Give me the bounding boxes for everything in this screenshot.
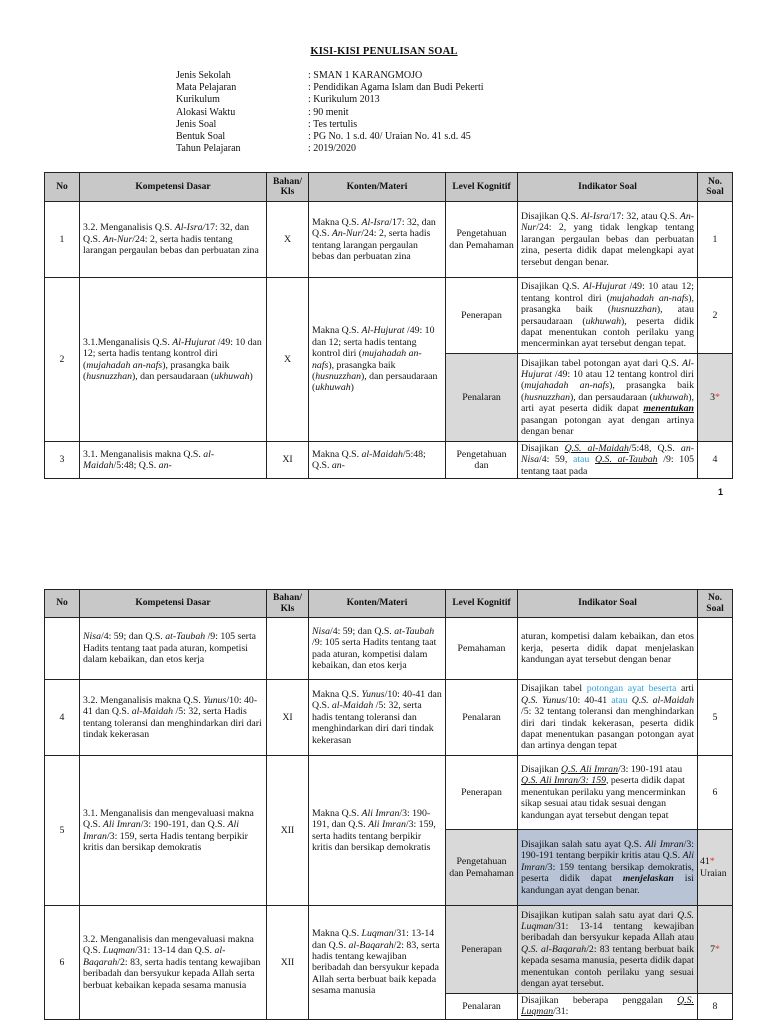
row-number-continued bbox=[45, 618, 80, 680]
kisi-kisi-table-page-2 bbox=[44, 589, 733, 1020]
header-kompetensi-dasar: Kompetensi Dasar bbox=[80, 590, 267, 618]
header-no: No bbox=[45, 590, 80, 618]
header-indikator-soal: Indikator Soal bbox=[518, 590, 698, 618]
kompetensi-dasar-cell: Nisa/4: 59; dan Q.S. at-Taubah /9: 105 serta Hadits tentang taat pada aturan, kompetisi dalam kebaikan, dan etos kerja bbox=[80, 618, 267, 680]
kompetensi-dasar-cell: 3.2. Menganalisis Q.S. Al-Isra/17: 32, dan Q.S. An-Nur/24: 2, serta hadis tentang larangan pergaulan bebas dan perbuatan zina bbox=[80, 202, 267, 278]
table-row bbox=[45, 202, 733, 278]
indikator-soal-cell: Disajikan tabel potongan ayat beserta arti Q.S. Yunus/10: 40-41 atau Q.S. al-Maidah /5: 32 tentang toleransi dan menghindarkan diri dari tindak kekerasan, peserta didik dapat menentukan pasangan potongan ayat dan artinya dengan tepat bbox=[518, 680, 698, 756]
meta-label: Jenis Sekolah bbox=[176, 70, 231, 81]
revision-mark: * bbox=[715, 943, 720, 955]
konten-materi-cell: Makna Q.S. al-Maidah/5:48; Q.S. an- bbox=[309, 442, 446, 479]
meta-row bbox=[176, 143, 484, 155]
meta-value: : Tes tertulis bbox=[308, 118, 358, 130]
kompetensi-dasar-cell: 3.1. Menganalisis makna Q.S. al-Maidah/5:48; Q.S. an- bbox=[80, 442, 267, 479]
level-kognitif-cell: Pengetahuan dan Pemahaman bbox=[446, 830, 518, 906]
no-soal-cell: 8 bbox=[698, 994, 733, 1020]
meta-value: : PG No. 1 s.d. 40/ Uraian No. 41 s.d. 45 bbox=[308, 131, 471, 143]
header-level-kognitif: Level Kognitif bbox=[446, 590, 518, 618]
kompetensi-dasar-cell: 3.2. Menganalisis makna Q.S. Yunus/10: 40-41 dan Q.S. al-Maidah /5: 32, serta Hadis tentang toleransi dan menghindarkan diri dari tindak kekerasan bbox=[80, 680, 267, 756]
indikator-soal-cell: Disajikan kutipan salah satu ayat dari Q.S. Luqman/31: 13-14 tentang kewajiban beribadah dan bersyukur kepada Allah atau Q.S. al-Baqarah/2: 83 tentang berbuat baik kepada sesama manusia, peserta didik dapat menentukan contoh perilaku yang sesuai dengan ayat tersebut. bbox=[518, 906, 698, 994]
uraian-label: Uraian bbox=[700, 867, 727, 879]
indikator-soal-cell: Disajikan salah satu ayat Q.S. Ali Imran/3: 190-191 tentang berpikir kritis atau Q.S. Ali Imran/3: 159 tentang bersikap demokratis, peserta didik dapat menjelaskan isi kandungan ayat dengan benar. bbox=[518, 830, 698, 906]
meta-value: : 90 menit bbox=[308, 106, 349, 118]
meta-label: Bentuk Soal bbox=[176, 131, 226, 143]
kisi-kisi-table-page-1 bbox=[44, 172, 733, 479]
header-konten-materi: Konten/Materi bbox=[309, 590, 446, 618]
konten-materi-cell: Nisa/4: 59; dan Q.S. at-Taubah /9: 105 serta Hadits tentang taat pada aturan, kompetisi dalam kebaikan, dan etos kerja bbox=[309, 618, 446, 680]
level-kognitif-cell: Penalaran bbox=[446, 354, 518, 442]
header-no-soal: No. Soal bbox=[698, 590, 733, 618]
table-header-row bbox=[45, 590, 733, 618]
meta-value: : SMAN 1 KARANGMOJO bbox=[308, 70, 423, 81]
page-number: 1 bbox=[718, 487, 724, 497]
no-soal-cell: 1 bbox=[698, 202, 733, 278]
konten-materi-cell: Makna Q.S. Ali Imran/3: 190-191, dan Q.S. Ali Imran/3: 159, serta hadits tentang berpikir kritis dan bersikap demokratis bbox=[309, 756, 446, 906]
meta-row bbox=[176, 70, 484, 82]
meta-label: Kurikulum bbox=[176, 94, 220, 106]
indikator-soal-cell: Disajikan tabel potongan ayat dari Q.S. Al-Hujurat /49: 10 atau 12 tentang kontrol diri (mujahadah an-nafs), prasangka baik (husnuzzhan), dan persaudaraan (ukhuwah), arti ayat peserta didik dapat menentukan pasangan potongan ayat dengan artinya dengan benar bbox=[518, 354, 698, 442]
no-soal-cell: 3* bbox=[698, 354, 733, 442]
level-kognitif-cell: Penalaran bbox=[446, 994, 518, 1020]
meta-row bbox=[176, 107, 484, 119]
header-indikator-soal: Indikator Soal bbox=[518, 173, 698, 202]
no-soal-cell bbox=[698, 618, 733, 680]
table-header-row bbox=[45, 173, 733, 202]
header-bahan-kelas: Bahan/ Kls bbox=[267, 173, 309, 202]
kompetensi-dasar-cell: 3.2. Menganalisis dan mengevaluasi makna Q.S. Luqman/31: 13-14 dan Q.S. al-Baqarah/2: 83, serta hadis tentang kewajiban beribadah dan bersyukur kepada Allah serta berbuat kebaikan kepada sesama manusia bbox=[80, 906, 267, 1020]
indikator-soal-cell: Disajikan Q.S. Al-Isra/17: 32, atau Q.S. An-Nur/24: 2, yang tidak lengkap tentang larangan pergaulan bebas dan perbuatan zina, peserta didik dapat melengkapi ayat tersebut dengan benar. bbox=[518, 202, 698, 278]
kompetensi-dasar-cell: 3.1.Menganalisis Q.S. Al-Hujurat /49: 10 dan 12; serta hadis tentang kontrol diri (mujahadah an-nafs), prasangka baik (husnuzzhan), dan persaudaraan (ukhuwah) bbox=[80, 278, 267, 442]
meta-label: Mata Pelajaran bbox=[176, 82, 237, 94]
level-kognitif-cell: Penalaran bbox=[446, 680, 518, 756]
indikator-soal-cell: Disajikan Q.S. Al-Hujurat /49: 10 atau 12; tentang kontrol diri (mujahadah an-nafs), prasangka baik (husnuzzhan), atau persaudaraan (ukhuwah), peserta didik dapat menentukan contoh perilaku yang mencerminkan ayat tersebut dengan tepat. bbox=[518, 278, 698, 354]
level-kognitif-cell: Pemahaman bbox=[446, 618, 518, 680]
kelas-cell: XI bbox=[267, 680, 309, 756]
indikator-soal-cell: aturan, kompetisi dalam kebaikan, dan etos kerja, peserta didik dapat menjelaskan kandungan ayat tersebut dengan benar bbox=[518, 618, 698, 680]
meta-row bbox=[176, 82, 484, 94]
no-soal-cell: 7* bbox=[698, 906, 733, 994]
table-row bbox=[45, 756, 733, 830]
row-number: 6 bbox=[45, 906, 80, 1020]
konten-materi-cell: Makna Q.S. Al-Hujurat /49: 10 dan 12; serta hadis tentang kontrol diri (mujahadah an-nafs), prasangka baik (husnuzzhan), dan persaudaraan (ukhuwah) bbox=[309, 278, 446, 442]
kelas-cell bbox=[267, 618, 309, 680]
kelas-cell: XII bbox=[267, 756, 309, 906]
table-row bbox=[45, 278, 733, 354]
no-soal-cell: 41* Uraian bbox=[698, 830, 733, 906]
meta-value: : 2019/2020 bbox=[308, 143, 357, 155]
header-konten-materi: Konten/Materi bbox=[309, 173, 446, 202]
table-row bbox=[45, 442, 733, 479]
meta-value: : Pendidikan Agama Islam dan Budi Pekerti bbox=[308, 82, 484, 94]
konten-materi-cell: Makna Q.S. Al-Isra/17: 32, dan Q.S. An-Nur/24: 2, serta hadis tentang larangan pergaulan bebas dan perbuatan zina bbox=[309, 202, 446, 278]
table-row bbox=[45, 618, 733, 680]
row-number: 1 bbox=[45, 202, 80, 278]
no-soal-cell: 5 bbox=[698, 680, 733, 756]
table-row bbox=[45, 906, 733, 994]
revision-mark: * bbox=[709, 856, 715, 868]
kompetensi-dasar-cell: 3.1. Menganalisis dan mengevaluasi makna Q.S. Ali Imran/3: 190-191, dan Q.S. Ali Imran/3: 159, serta Hadis tentang berpikir kritis dan bersikap demokratis bbox=[80, 756, 267, 906]
meta-label: Alokasi Waktu bbox=[176, 106, 236, 118]
kelas-cell: X bbox=[267, 278, 309, 442]
level-kognitif-cell: Penerapan bbox=[446, 756, 518, 830]
indikator-soal-cell: Disajikan Q.S. al-Maidah/5:48, Q.S. an-Nisa/4: 59, atau Q.S. at-Taubah /9: 105 tentang taat pada bbox=[518, 442, 698, 479]
header-no: No bbox=[45, 173, 80, 202]
header-bahan-kelas: Bahan/ Kls bbox=[267, 590, 309, 618]
no-soal-cell: 6 bbox=[698, 756, 733, 830]
meta-row bbox=[176, 119, 484, 131]
revision-mark: * bbox=[715, 391, 720, 403]
row-number: 2 bbox=[45, 278, 80, 442]
konten-materi-cell: Makna Q.S. Luqman/31: 13-14 dan Q.S. al-Baqarah/2: 83, serta hadis tentang kewajiban beribadah dan bersyukur kepada Allah serta berbuat baik kepada sesama manusia bbox=[309, 906, 446, 1020]
no-soal-cell: 2 bbox=[698, 278, 733, 354]
row-number: 4 bbox=[45, 680, 80, 756]
document-page-1 bbox=[0, 0, 768, 510]
kelas-cell: X bbox=[267, 202, 309, 278]
header-no-soal: No. Soal bbox=[698, 173, 733, 202]
meta-row bbox=[176, 131, 484, 143]
identity-block bbox=[176, 70, 484, 155]
row-number: 3 bbox=[45, 442, 80, 479]
meta-label: Tahun Pelajaran bbox=[176, 143, 241, 155]
meta-label: Jenis Soal bbox=[176, 118, 217, 130]
table-row bbox=[45, 680, 733, 756]
level-kognitif-cell: Penerapan bbox=[446, 278, 518, 354]
document-page-2 bbox=[0, 580, 768, 1024]
document-title: KISI-KISI PENULISAN SOAL bbox=[310, 46, 458, 57]
meta-row bbox=[176, 94, 484, 106]
meta-value: : Kurikulum 2013 bbox=[308, 94, 380, 106]
row-number: 5 bbox=[45, 756, 80, 906]
level-kognitif-cell: Penerapan bbox=[446, 906, 518, 994]
header-kompetensi-dasar: Kompetensi Dasar bbox=[80, 173, 267, 202]
kelas-cell: XII bbox=[267, 906, 309, 1020]
level-kognitif-cell: Pengetahuan dan bbox=[446, 442, 518, 479]
konten-materi-cell: Makna Q.S. Yunus/10: 40-41 dan Q.S. al-Maidah /5: 32, serta hadis tentang toleransi dan menghindarkan diri dari tindak kekerasan bbox=[309, 680, 446, 756]
level-kognitif-cell: Pengetahuan dan Pemahaman bbox=[446, 202, 518, 278]
kelas-cell: XI bbox=[267, 442, 309, 479]
indikator-soal-cell: Disajikan beberapa penggalan Q.S. Luqman/31: bbox=[518, 994, 698, 1020]
no-soal-cell: 4 bbox=[698, 442, 733, 479]
indikator-soal-cell: Disajikan Q.S. Ali Imran/3: 190-191 atau Q.S. Ali Imran/3: 159, peserta didik dapat menentukan perilaku yang mencerminkan sikap sesuai atau tidak sesuai dengan kandungan ayat tersebut dengan tepat bbox=[518, 756, 698, 830]
header-level-kognitif: Level Kognitif bbox=[446, 173, 518, 202]
